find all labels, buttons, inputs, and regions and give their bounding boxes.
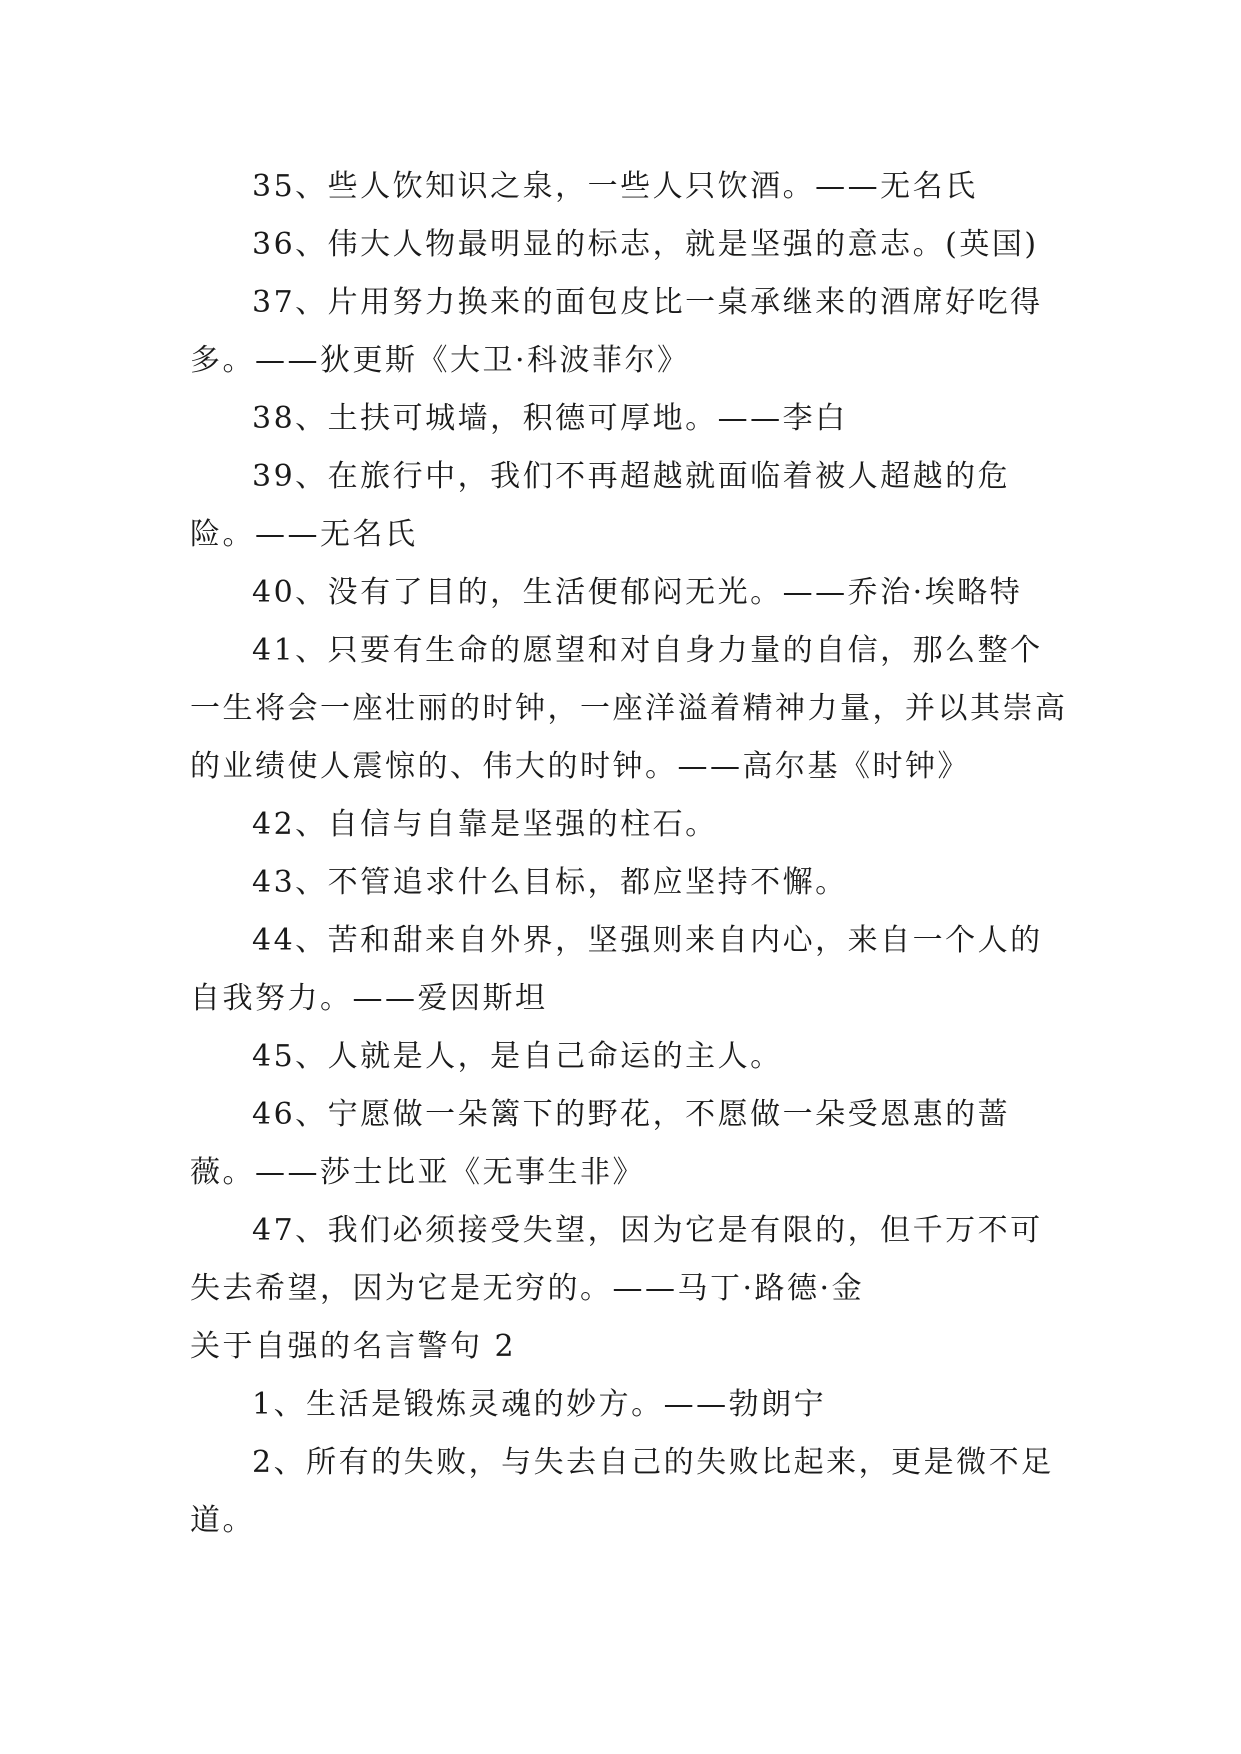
quote-42: 42、自信与自靠是坚强的柱石。 <box>252 807 718 842</box>
quote-47: 47、我们必须接受失望，因为它是有限的，但千万不可失去希望，因为它是无穷的。——马丁·路德·金 <box>190 1213 1043 1306</box>
section-heading: 关于自强的名言警句 2 <box>190 1329 517 1364</box>
quote-36: 36、伟大人物最明显的标志，就是坚强的意志。(英国) <box>252 227 1039 262</box>
quote-37: 37、片用努力换来的面包皮比一桌承继来的酒席好吃得多。——狄更斯《大卫·科波菲尔》 <box>190 285 1043 378</box>
quote-38: 38、土扶可城墙，积德可厚地。——李白 <box>252 401 848 436</box>
quote-41: 41、只要有生命的愿望和对自身力量的自信，那么整个一生将会一座壮丽的时钟，一座洋溢着精神力量，并以其崇高的业绩使人震惊的、伟大的时钟。——高尔基《时钟》 <box>190 633 1068 784</box>
quote-44: 44、苦和甜来自外界，坚强则来自内心，来自一个人的自我努力。——爱因斯坦 <box>190 923 1043 1016</box>
quote-45: 45、人就是人，是自己命运的主人。 <box>252 1039 783 1074</box>
quote-39: 39、在旅行中，我们不再超越就面临着被人超越的危险。——无名氏 <box>190 459 1011 552</box>
quote-40: 40、没有了目的，生活便郁闷无光。——乔治·埃略特 <box>252 575 1023 610</box>
quote-46: 46、宁愿做一朵篱下的野花，不愿做一朵受恩惠的蔷薇。——莎士比亚《无事生非》 <box>190 1097 1011 1190</box>
quote-2: 2、所有的失败，与失去自己的失败比起来，更是微不足道。 <box>190 1445 1054 1538</box>
quote-43: 43、不管追求什么目标，都应坚持不懈。 <box>252 865 848 900</box>
quote-35: 35、些人饮知识之泉，一些人只饮酒。——无名氏 <box>252 169 978 204</box>
document-body <box>190 158 1070 1550</box>
quote-1: 1、生活是锻炼灵魂的妙方。——勃朗宁 <box>252 1387 827 1422</box>
